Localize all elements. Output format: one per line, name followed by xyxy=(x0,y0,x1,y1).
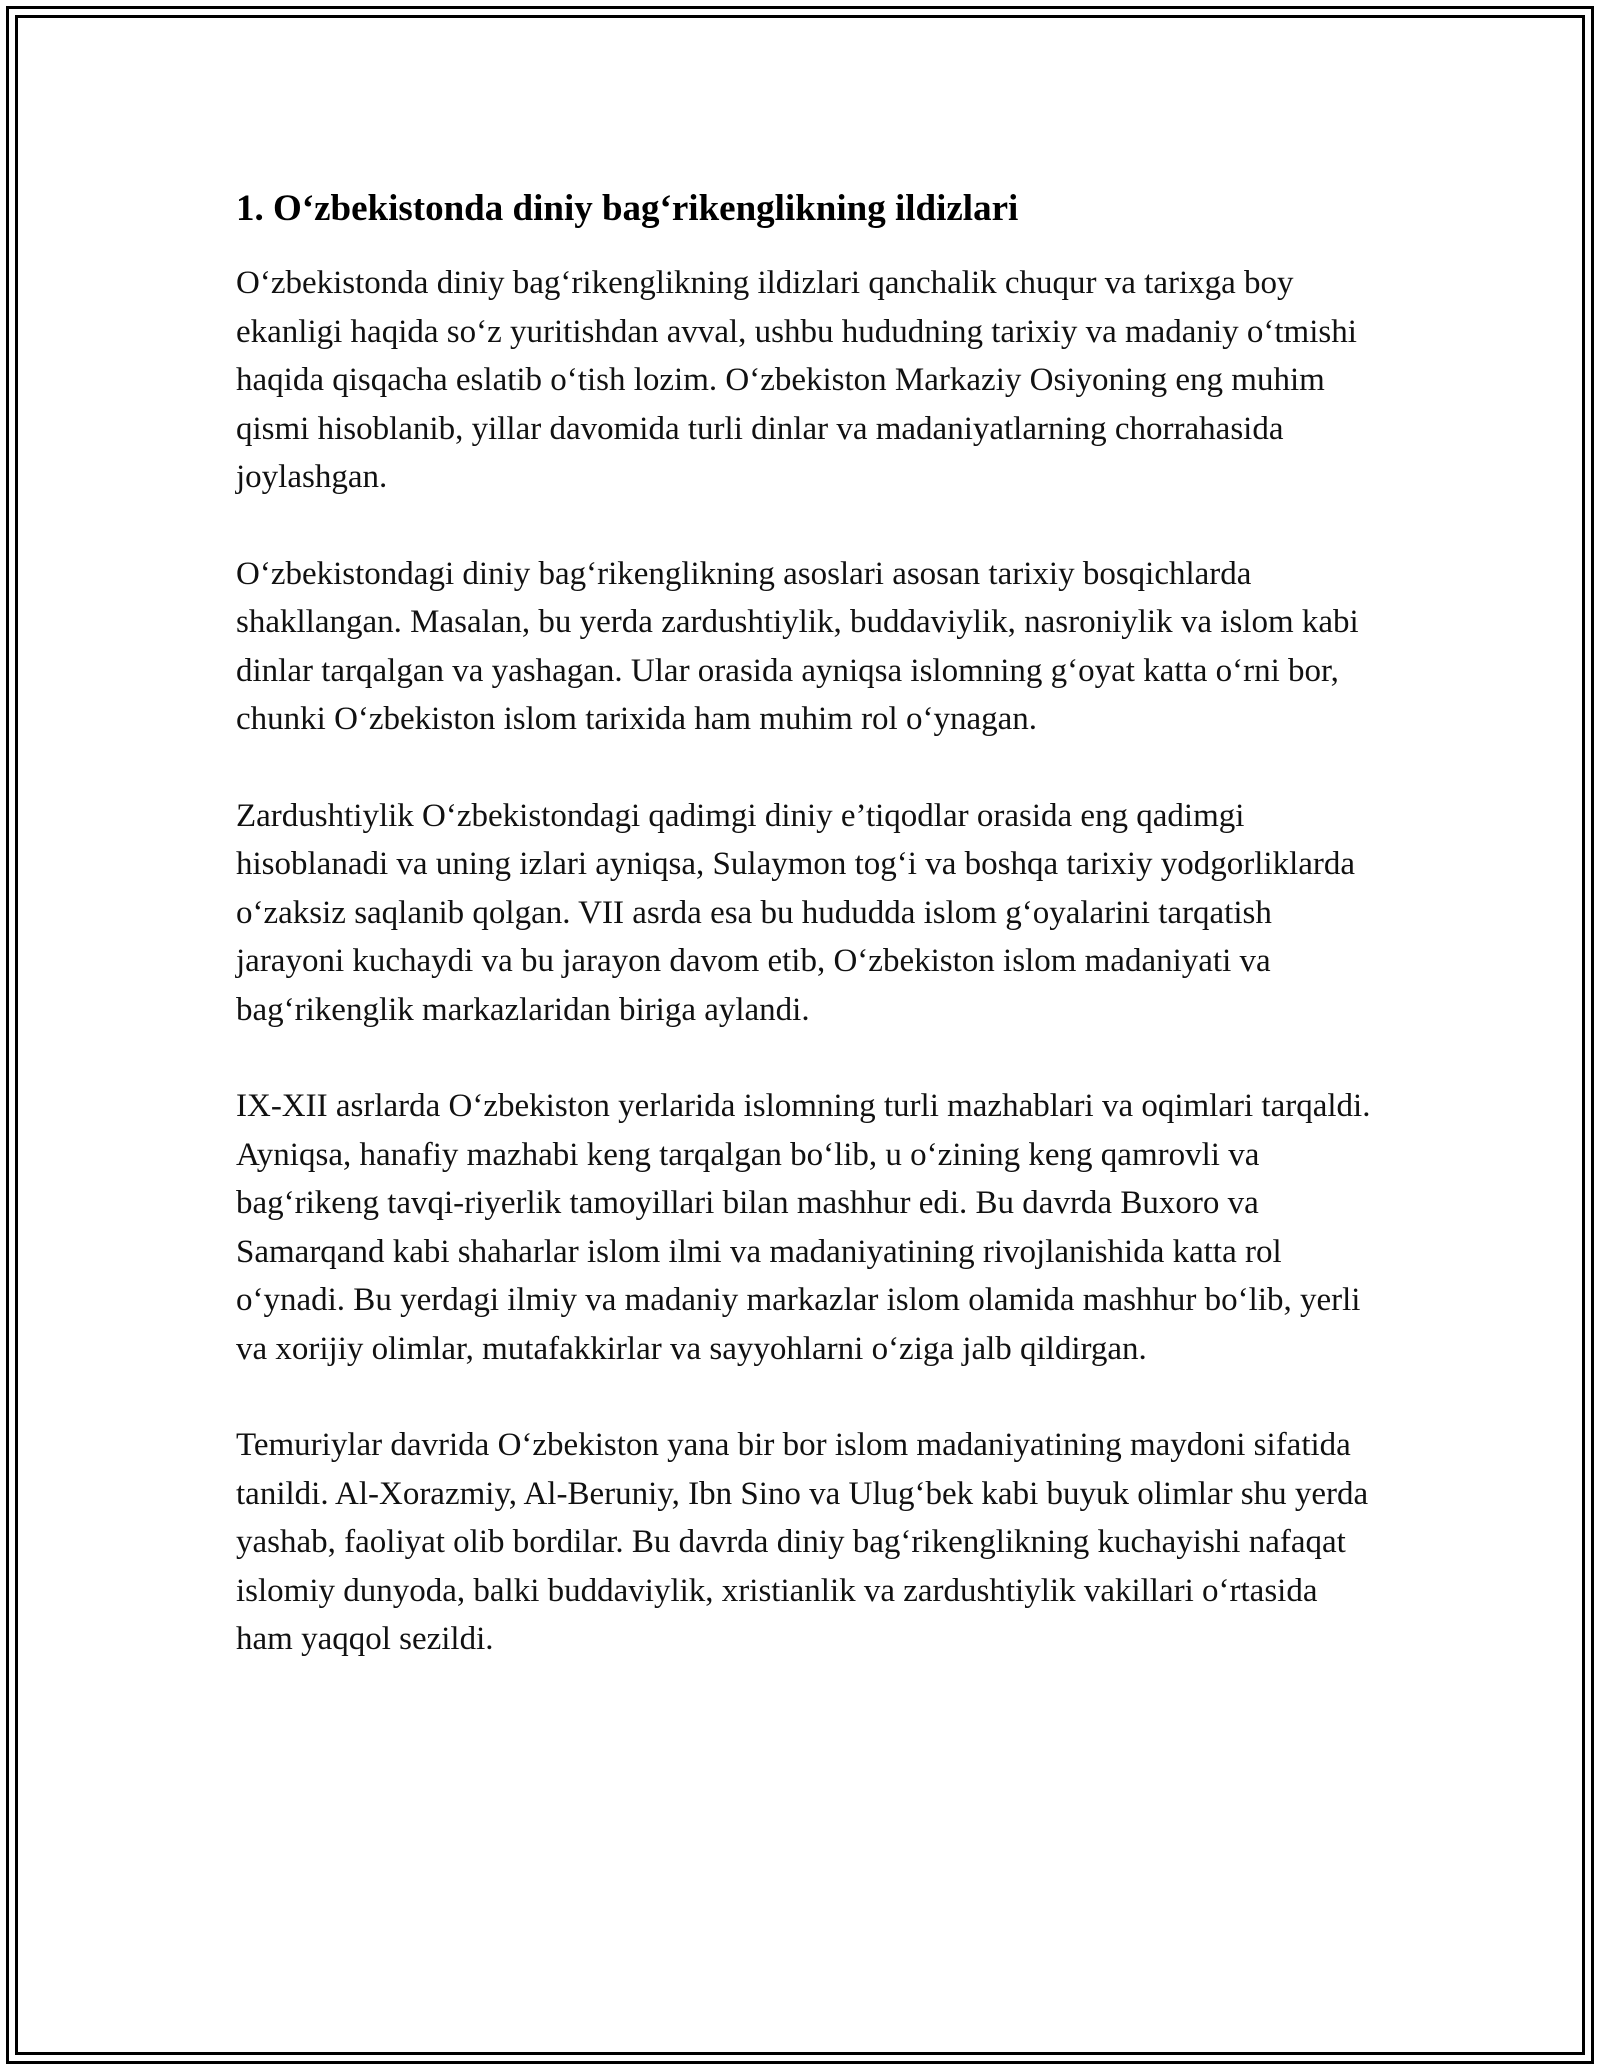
paragraph-5: Temuriylar davrida O‘zbekiston yana bir bor islom madaniyatining maydoni sifatida tanildi. Al-Xorazmiy, Al-Beruniy, Ibn Sino va Ulug‘bek kabi buyuk olimlar shu yerda yashab, faoliyat olib bordilar. Bu davrda diniy bag‘rikenglikning kuchayishi nafaqat islomiy dunyoda, balki buddaviylik, xristianlik va zardushtiylik vakillari o‘rtasida ham yaqqol sezildi. xyxy=(236,1427,1369,1657)
paragraph-4: IX-XII asrlarda O‘zbekiston yerlarida islomning turli mazhablari va oqimlari tarqaldi. Ayniqsa, hanafiy mazhabi keng tarqalgan bo‘lib, u o‘zining keng qamrovli va bag‘rikeng tavqi-riyerlik tamoyillari bilan mashhur edi. Bu davrda Buxoro va Samarqand kabi shaharlar islom ilmi va madaniyatining rivojlanishida katta rol o‘ynadi. Bu yerdagi ilmiy va madaniy markazlar islom olamida mashhur bo‘lib, yerli va xorijiy olimlar, mutafakkirlar va sayyohlarni o‘ziga jalb qildirgan. xyxy=(236,1088,1371,1367)
paragraph-2: O‘zbekistondagi diniy bag‘rikenglikning asoslari asosan tarixiy bosqichlarda shakllangan. Masalan, bu yerda zardushtiylik, buddaviylik, nasroniylik va islom kabi dinlar tarqalgan va yashagan. Ular orasida ayniqsa islomning g‘oyat katta o‘rni bor, chunki O‘zbekiston islom tarixida ham muhim rol o‘ynagan. xyxy=(236,555,1359,737)
paragraph-1: O‘zbekistonda diniy bag‘rikenglikning ildizlari qanchalik chuqur va tarixga boy ekanligi haqida so‘z yuritishdan avval, ushbu hududning tarixiy va madaniy o‘tmishi haqida qisqacha eslatib o‘tish lozim. O‘zbekiston Markaziy Osiyoning eng muhim qismi hisoblanib, yillar davomida turli dinlar va madaniyatlarning chorrahasida joylashgan. xyxy=(236,265,1357,495)
paragraph-3: Zardushtiylik O‘zbekistondagi qadimgi diniy e’tiqodlar orasida eng qadimgi hisoblanadi va uning izlari ayniqsa, Sulaymon tog‘i va boshqa tarixiy yodgorliklarda o‘zaksiz saqlanib qolgan. VII asrda esa bu hududda islom g‘oyalarini tarqatish jarayoni kuchaydi va bu jarayon davom etib, O‘zbekiston islom madaniyati va bag‘rikenglik markazlaridan biriga aylandi. xyxy=(236,797,1356,1028)
document-body xyxy=(236,185,1376,1712)
section-heading: 1. O‘zbekistonda diniy bag‘rikenglikning ildizlari xyxy=(236,188,1019,229)
